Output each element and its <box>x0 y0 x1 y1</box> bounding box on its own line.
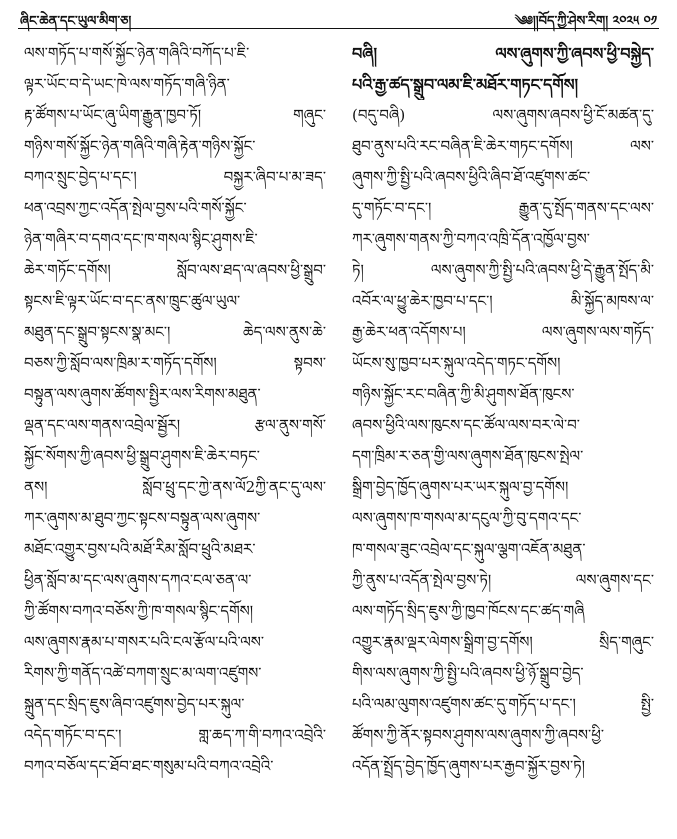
right-column-line: ཐུབ་ནུས་པའི་རང་བཞིན་ཇི་ཆེར་གཏང་དགོས། ལས་ <box>352 137 654 155</box>
left-column-line: བསྟུན་ལས་ཞུགས་ཚོགས་སྤྱིར་ལས་རིགས་མཐུན་ <box>24 385 261 403</box>
left-column-line: བཀའ་སྲུང་བྱེད་པ་དང་། བསྐྱར་ཞིབ་པ་མ་ཟད་ <box>24 168 326 186</box>
right-column-line: འབོར་ལ་ཕྱུ་ཆེར་ཁྱབ་པ་དང་། མི་སྐྱོད་མཁས་ལ་ <box>352 292 654 310</box>
right-column-line: ལས་གཏོད་སྲིད་ཇུས་ཀྱི་ཁྱབ་ཁོངས་དང་ཚད་གཞི <box>352 602 585 620</box>
left-column-line: ལྡན་དང་ལས་གནས་འབྲེལ་སྦྱོར། རྩལ་ནུས་གསོ་ <box>24 416 326 434</box>
left-column-line: ཕན་འབྲས་ཀྱང་འདོན་སྤེལ་བྱས་པའི་གསོ་སྐྱོང་ <box>24 199 247 217</box>
left-column-line: འདེད་གཏོང་བ་དང་། གླ་ཆད་ཀ་གི་བཀའ་འབྲེའི་ <box>24 726 326 744</box>
right-column-line: ལས་ཞུགས་ཁ་གསལ་མ་དངུལ་ཀྱི་བུ་དགའ་དང་ <box>352 509 582 527</box>
right-column-line: ཀར་ཞུགས་གནས་ཀྱི་བཀའ་འཁྲི་དོན་འཁྱོལ་བྱས་ <box>352 230 590 248</box>
left-column-line: ཆེར་གཏོང་དགོས། སློབ་ལས་ཐད་ལ་ཞབས་ཕྱི་སྒྲུབ་ <box>24 261 326 279</box>
left-column-line: ཉེན་གཞིར་བ་དགའ་དང་ཁ་གསལ་སྙིང་ཤུགས་ཇི་ <box>24 230 258 248</box>
right-column-line: ཁ་གསལ་ཟུང་འབྲེལ་དང་སྐུལ་ལྕག་འཇོན་མཐུན་ <box>352 540 586 558</box>
right-column-line: གཉིས་སྐྱོང་རང་བཞིན་ཀྱི་མི་ཤུགས་ཐོན་ཁུངས་ <box>352 385 575 403</box>
right-column-line: ཏེ། ལས་ཞུགས་ཀྱི་སྤྱི་པའི་ཞབས་ཕྱི་དེ་རྒྱུན་སྤོད་མི་ <box>352 261 654 279</box>
right-column-line: པའི་ལམ་ལུགས་འཛུགས་ཚང་དུ་གཏོད་པ་དང་། སྤྱི་ <box>352 695 654 713</box>
right-column-line: དུ་གཏོང་བ་དང་། རྒྱུན་དུ་སྤོད་གནས་དང་ལས་ <box>352 199 654 217</box>
right-column-line: འགྱུར་རྣམ་ལྡར་ལེགས་སྒྲིག་བྱ་དགོས། སྲིད་གཞུང་ <box>352 633 654 651</box>
right-column-line: ཚོགས་ཀྱི་ནོར་སྟབས་ཤུགས་ལས་ཞུགས་ཀྱི་ཞབས་ཕྱི་ <box>352 726 604 744</box>
left-column-line: བཅས་ཀྱི་སློབ་ལས་ཁྲིམ་ར་གཏོད་དགོས། སྟབས་ <box>24 354 326 372</box>
left-column-line: སྐྱོང་སོགས་ཀྱི་ཞབས་ཕྱི་སྒྲུབ་ཤུགས་ཇི་ཆེར་བཏང་ <box>24 447 260 465</box>
right-column-line: ཞུགས་ཀྱི་སྤྱི་པའི་ཞབས་ཕྱིའི་ཞིབ་ཐོ་འཛུགས་ཚང་ <box>352 168 591 186</box>
header-right-title: ༄༅།།བོད་ཀྱི་ཤེས་རིག། ༢༠༢༥ ༠༡ <box>514 14 657 29</box>
left-column <box>24 38 326 782</box>
right-column-line: (བདུ་བཞི) ལས་ཞུགས་ཞབས་ཕྱི་ངོ་མཚན་དུ་ <box>352 106 654 124</box>
left-column-line: རྟ་ཚོགས་པ་ཡོང་ཞུ་ཡིག་རྒྱུན་ཁྱབ་ཏོ། གཞུང་ <box>24 106 326 124</box>
left-column-line: གཉིས་གསོ་སྐྱོང་ཉེན་གཞིའི་གཞི་རྟེན་གཉིས་སྐྱོང་ <box>24 137 256 155</box>
right-column <box>352 38 654 782</box>
left-column-line: ཕྱིན་སློབ་མ་དང་ལས་ཞུགས་དཀའ་ངལ་ཅན་ལ་ <box>24 571 252 589</box>
header-left-title: ཞིང་ཆེན་དང་ཡུལ་མིག་ཅ། <box>20 14 132 29</box>
header-rule <box>18 28 659 29</box>
right-column-line: ཀྱི་ནུས་པ་འདོན་སྤེལ་བྱས་ཏེ། ལས་ཞུགས་དང་ <box>352 571 654 589</box>
right-column-line: འདོན་སྤྲོད་བྱེད་ཁྱོད་ཞུགས་པར་རྒྱབ་སྐྱོར་བྱས་ཏེ། <box>352 757 585 775</box>
left-column-line: ཀྱི་ཚོགས་བཀའ་བཅོས་ཀྱི་ཁ་གསལ་སྙིང་དགོས། <box>24 602 254 620</box>
right-column-line: ཞབས་ཕྱིའི་ལས་ཁུངས་དང་ཚོལ་ལས་བར་ལེ་བ་ <box>352 416 580 434</box>
left-column-line: རིགས་ཀྱི་གནོད་འཚེ་བཀག་སྲུང་མ་ལག་འཛུགས་ <box>24 664 262 682</box>
left-column-line: ཀར་ཞུགས་མ་ཐུབ་ཀྱང་སྟངས་བསྟུན་ལས་ཞུགས་ <box>24 509 261 527</box>
left-column-line: མཐུན་དང་སྒྲུབ་སྟངས་སྣ་མང་། ཆེད་ལས་ནུས་ཆེ་ <box>24 323 326 341</box>
right-column-line: ཡོངས་སུ་ཁྱབ་པར་སྐུལ་འདེད་གཏང་དགོས། <box>352 354 561 372</box>
page-header <box>0 0 677 30</box>
right-column-line: རྒྱ་ཆེར་ཕན་འདོགས་པ། ལས་ཞུགས་ལས་གཏོད་ <box>352 323 654 341</box>
left-column-line: སྟངས་ཇི་ལྟར་ཡོང་བ་དང་ནས་ཁྲུང་ཚུལ་ཡུལ་ <box>24 292 241 310</box>
left-column-line: ནས། སློབ་ཕྲུ་དང་ཀྱེ་ནས་ལོ2ཀྱི་ནང་དུ་ལས་ <box>24 478 326 496</box>
right-column-line: དག་ཁྲིམ་ར་ཅན་གྱི་ལས་ཞུགས་ཐོན་ཁུངས་སྤེལ་ <box>352 447 584 465</box>
left-column-line: བཀའ་བཅོལ་དང་ཐོབ་ཐང་གསུམ་པའི་བཀའ་འབྲེའི་ <box>24 757 274 775</box>
left-column-line: ལྟར་ཡོང་བ་དེ་ཡང་ཁེ་ལས་གཏོད་གཞི་ཉིན་ <box>24 75 230 93</box>
left-column-line: སྐྲུན་དང་སྲིད་ཇུས་ཞིབ་འཛུགས་བྱེད་པར་སྐུལ་ <box>24 695 245 713</box>
left-column-line: ལས་ཞུགས་རྣམ་པ་གསར་པའི་ངལ་རྩོལ་པའི་ལས་ <box>24 633 265 651</box>
right-column-line: པའི་རྒྱ་ཚད་སྒྲུབ་ལམ་ཇི་མཐོར་གཏང་དགོས། <box>352 75 579 94</box>
right-column-line: སྒྲིག་བྱེད་ཁྱོད་ཞུགས་པར་ཡར་སྐུལ་བྱ་དགོས། <box>352 478 569 496</box>
left-column-line: ལས་གཏོད་པ་གསོ་སྐྱོང་ཉེན་གཞིའི་བཀོད་པ་ཇི་ <box>24 44 250 62</box>
right-column-line: བཞི། ལས་ཞུགས་ཀྱི་ཞབས་ཕྱི་བསྐྱེད་ <box>352 44 654 63</box>
right-column-line: གིས་ལས་ཞུགས་ཀྱི་སྤྱི་པའི་ཞབས་ཕྱི་ཉོ་སྒྲུབ་བྱེད་ <box>352 664 584 682</box>
left-column-line: མཐོང་འགྱུར་བྱས་པའི་མཐོ་རིམ་སློབ་ཕྲུའི་མཐར་ <box>24 540 256 558</box>
